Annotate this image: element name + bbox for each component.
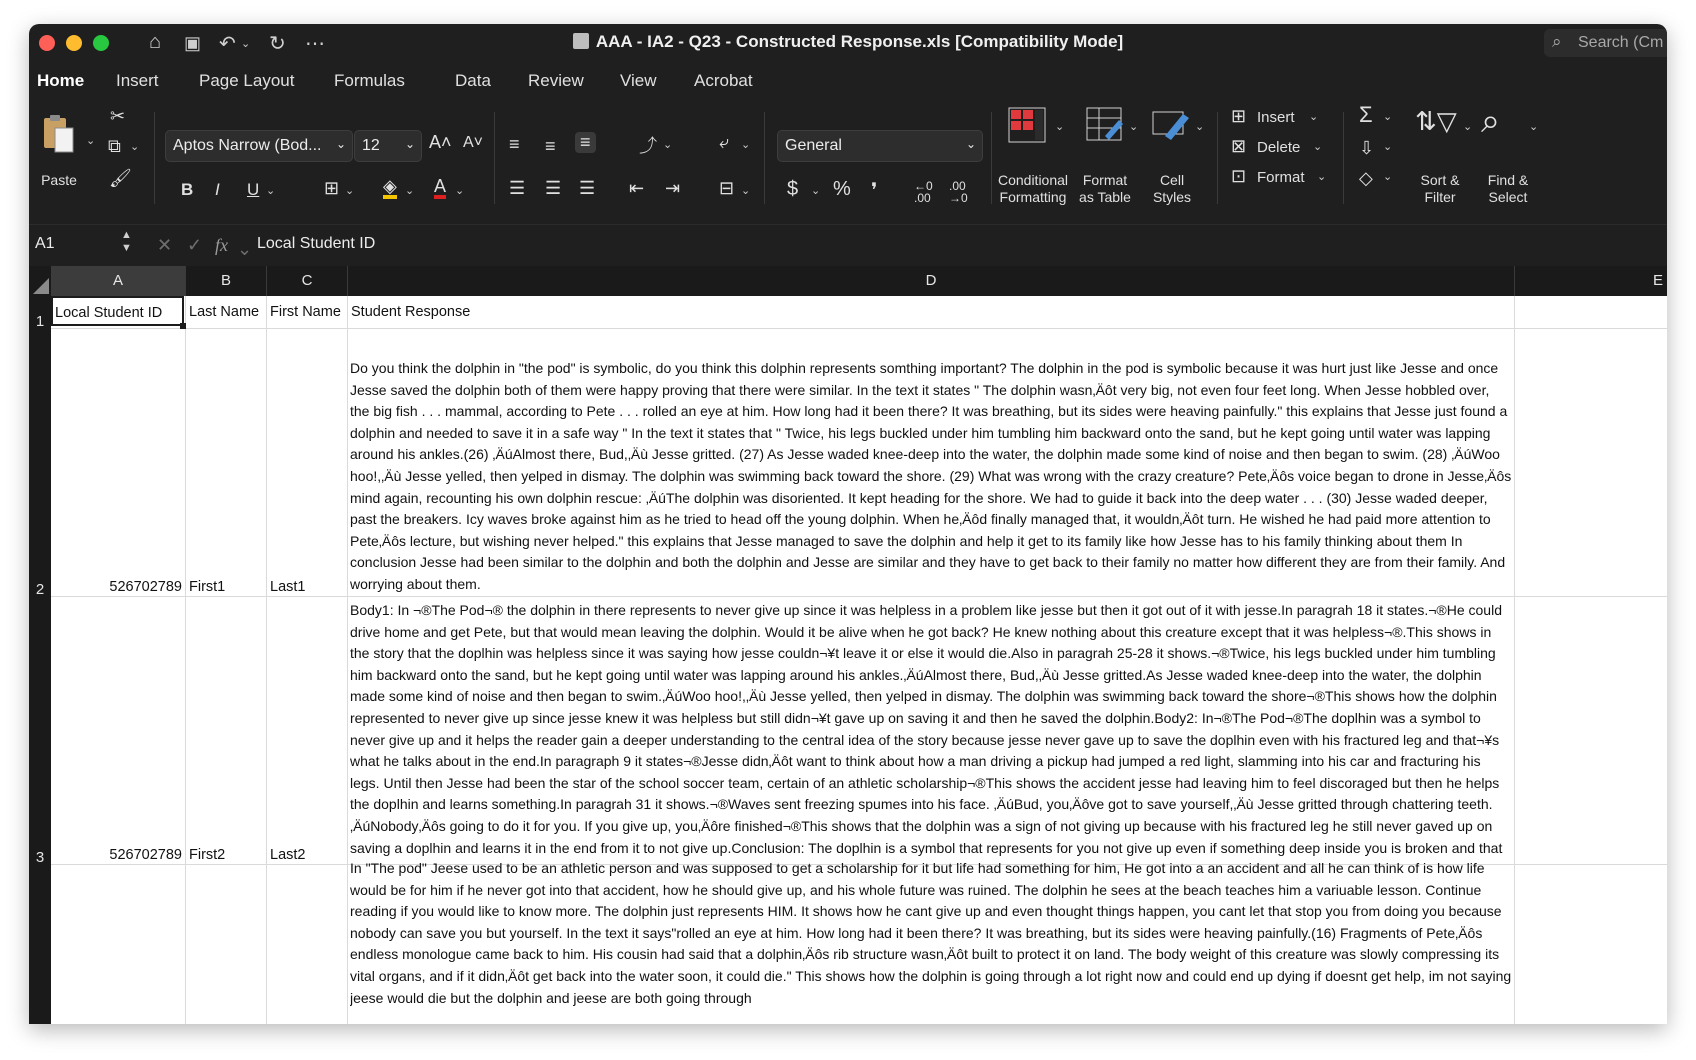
undo-icon[interactable]: ↶ (219, 33, 236, 55)
select-all-corner[interactable] (29, 266, 51, 296)
format-as-table-label-line2: as Table (1079, 189, 1131, 205)
increase-font-size-icon[interactable]: A˄ (429, 132, 452, 152)
align-center-icon[interactable]: ☰ (545, 178, 562, 198)
gridline (266, 296, 267, 1024)
name-box[interactable]: A1 (35, 235, 55, 252)
cell-c2[interactable]: Last1 (270, 579, 306, 595)
gridline (1514, 296, 1515, 1024)
cell-styles-label-line1: Cell (1159, 172, 1185, 188)
tab-view[interactable]: View (620, 71, 657, 90)
ribbon-separator (154, 112, 155, 204)
find-select-icon[interactable]: ⌕ (1481, 102, 1501, 140)
name-box-stepper-icon[interactable]: ▲ ▼ (121, 229, 132, 254)
insert-cells-button[interactable]: Insert (1257, 109, 1295, 126)
fill-icon[interactable]: ⇩ (1359, 138, 1375, 158)
percent-format-button[interactable]: % (833, 178, 851, 200)
font-name-value: Aptos Narrow (Bod... (173, 137, 322, 154)
cell-b2[interactable]: First1 (189, 579, 226, 595)
cell-b3[interactable]: First2 (189, 847, 226, 863)
chevron-down-icon[interactable]: ⌄ (1317, 171, 1327, 183)
tab-review[interactable]: Review (528, 71, 584, 90)
cell-d4[interactable]: In "The pod" Jeese used to be an athletic person and was supposed to get a scholarship for it but life had something for him, He got into a an accident and all he can think of is how life would be for him if he never got into that accident, how he should give up, and his whole future was ruined. The dolphin he sees at the beach teaches him a variuable lesson. Continue reading if you would like to know more. The dolphin just represents HIM. It shows how he cant give up and even thought things happen, you cant let that stop you from doing you because nobody can save you but yourself. In the text it says"rolled an eye at him. How long had it been there? It was breathing, but its sides were heaving painfully.(16) Fragments of Pete‚Äôs endless monologue came back to him. His cousin had said that a dolphin‚Äôs rib structure wasn‚Äôt built to protect it on land. The body weight of this creature was slowly compressing its vital organs, and if it didn‚Äôt get back into the water soon, it could die." This shows how the dolphin is going through a lot right now and could end up dying if doesnt get help, im not saying jeese would die but the dolphin and jeese are both going through (350, 860, 1512, 1006)
enter-icon[interactable]: ✓ (187, 235, 203, 255)
gridline (347, 296, 348, 1024)
row-header-1[interactable]: 1 (35, 313, 45, 330)
font-size-value: 12 (362, 137, 380, 154)
copy-icon[interactable]: ⧉ (108, 136, 121, 156)
chevron-down-icon[interactable]: ⌄ (1383, 141, 1393, 153)
chevron-down-icon[interactable]: ⌄ (1313, 141, 1323, 153)
row-headers (29, 296, 51, 1024)
find-select-label-line1: Find & (1487, 172, 1529, 188)
paste-label: Paste (41, 172, 77, 188)
align-middle-icon[interactable]: ≡ (545, 136, 556, 156)
cell-c1[interactable]: First Name (270, 304, 341, 320)
fill-color-icon[interactable]: ◈ (383, 177, 397, 199)
gridline (51, 596, 1667, 597)
underline-chevron-down-icon[interactable]: ⌄ (266, 185, 276, 197)
comma-format-button[interactable]: ❜ (871, 180, 878, 202)
tab-insert[interactable]: Insert (116, 71, 159, 90)
copy-chevron-down-icon[interactable]: ⌄ (130, 141, 140, 153)
cell-c3[interactable]: Last2 (270, 847, 306, 863)
autosum-icon[interactable]: Σ (1359, 102, 1373, 127)
column-headers (29, 266, 1667, 296)
row-header-3[interactable]: 3 (35, 849, 45, 866)
conditional-formatting-label-line2: Formatting (999, 189, 1067, 205)
currency-format-button[interactable]: $ (787, 178, 799, 200)
number-format-dropdown[interactable] (777, 130, 983, 162)
cell-styles-label-line2: Styles (1152, 189, 1192, 205)
gridline (51, 328, 1667, 329)
chevron-down-icon: ⌄ (404, 137, 415, 151)
home-icon[interactable]: ⌂ (149, 31, 162, 53)
cell-styles-button[interactable] (1151, 106, 1191, 144)
merge-chevron-down-icon[interactable]: ⌄ (741, 185, 751, 197)
cell-styles-label (1141, 172, 1203, 206)
sort-filter-label-line1: Sort & (1420, 172, 1460, 188)
cell-a3[interactable]: 526702789 (109, 847, 182, 863)
chevron-down-icon[interactable]: ⌄ (1529, 121, 1539, 133)
row-header-2[interactable]: 2 (35, 581, 45, 598)
chevron-down-icon[interactable]: ⌄ (1383, 171, 1393, 183)
tab-acrobat[interactable]: Acrobat (694, 71, 753, 90)
chevron-down-icon[interactable]: ⌄ (237, 239, 253, 259)
decrease-indent-icon[interactable]: ⇤ (629, 178, 645, 198)
tab-data[interactable]: Data (455, 71, 491, 90)
tab-formulas[interactable]: Formulas (334, 71, 405, 90)
chevron-down-icon[interactable]: ⌄ (1309, 111, 1319, 123)
increase-decimal-icon[interactable]: ←0 .00 (914, 179, 933, 205)
cancel-icon[interactable]: ✕ (157, 235, 173, 255)
xls-file-icon (573, 33, 589, 49)
insert-function-icon[interactable]: fx (215, 235, 228, 255)
font-color-chevron-down-icon[interactable]: ⌄ (455, 185, 465, 197)
chevron-down-icon[interactable]: ⌄ (1055, 121, 1065, 133)
ribbon-separator (1343, 112, 1344, 204)
paste-icon (41, 112, 75, 154)
search-icon: ⌕ (1552, 32, 1562, 51)
column-header-d[interactable]: D (348, 266, 1515, 296)
chevron-down-icon: ⌄ (335, 137, 346, 151)
format-as-table-button[interactable] (1085, 106, 1125, 144)
format-as-table-label-line1: Format (1082, 172, 1128, 188)
fill-color-chevron-down-icon[interactable]: ⌄ (405, 185, 415, 197)
conditional-formatting-button[interactable] (1007, 106, 1047, 144)
column-header-b[interactable]: B (186, 266, 267, 296)
select-all-icon (29, 266, 51, 296)
ribbon-separator (764, 112, 765, 204)
cell-a1[interactable] (51, 296, 184, 326)
currency-chevron-down-icon[interactable]: ⌄ (811, 185, 821, 197)
find-select-label-line2: Select (1488, 189, 1528, 205)
decrease-decimal-icon[interactable]: .00 →0 (949, 179, 968, 205)
sort-filter-label-line2: Filter (1424, 189, 1456, 205)
tab-page-layout[interactable]: Page Layout (199, 71, 295, 90)
paste-chevron-down-icon[interactable]: ⌄ (86, 135, 96, 147)
conditional-formatting-icon (1007, 106, 1047, 144)
document-title (29, 32, 1667, 52)
column-header-a[interactable]: A (51, 266, 186, 296)
underline-button[interactable]: U (247, 180, 260, 199)
format-painter-icon[interactable]: 🖌 (109, 168, 132, 188)
font-name-dropdown[interactable] (165, 130, 353, 162)
cell-d2[interactable]: Do you think the dolphin in "the pod" is symbolic, do you think this dolphin represents somthing important? The dolphin in the pod is symbolic because it was hurt just like Jesse and once Jesse saved the dolphin both of them were happy proving that there were similar. In the text it states " The dolphin wasn‚Äôt very big, not even four feet long. When Jesse hobbled over, the big fish . . . mammal, according to Pete . . . rolled an eye at him. How long had it been there? It was breathing, but its sides were heaving painfully." this explains that Jesse just found a dolphin and needed to save it in a safe way " In the text it states that " Twice, his legs buckled under him tumbling him backward onto the sand, but he kept going until water was lapping around his ankles.(26) ‚ÄúAlmost there, Bud,‚Äù Jesse gritted. (27) As Jesse waded knee-deep into the water, the dolphin made some kind of noise and then began to swim. (28) ‚ÄúWoo hoo!,‚Äù Jesse yelled, then yelped in dismay. The dolphin was swimming back toward the shore. (29) What was wrong with the crazy creature? Pete‚Äôs voice began to drone in Jesse‚Äôs mind again, recounting his own dolphin rescue: ‚ÄúThe dolphin was disoriented. It kept heading for the shore. We had to guide it back into the deep water . . . (30) Jesse waded deeper, past the breakers. Icy waves broke against him as he tried to head off the young dolphin. When he‚Äôd finally managed that, it wouldn‚Äôt turn. He wished he had paid more attention to Pete‚Äôs lecture, but wishing never helped." this explains that Jesse managed to save the dolphin and help it get to its family like how Jesse has to his family thinking about them In conclusion Jesse had been similar to the dolphin and both the dolphin and Jesse are similar and they have to get back to their family no matter how different they are from their family. And worrying about them. (350, 360, 1512, 592)
undo-chevron-down-icon[interactable]: ⌄ (241, 38, 251, 50)
cell-d3[interactable]: Body1: In ¬®The Pod¬® the dolphin in there represents to never give up since it was helpless in a problem like jesse but then it got out of it with jesse.In paragrah 18 it states.¬®He could drive home and get Pete, but that would mean leaving the dolphin. Would it be alive when he got back? He knew nothing about this creature except that it was helpless¬®.This shows in the story that the doplhin was helpless since it was saying how jesse couldn¬¥t leave it or else it would die.Also in paragrah 25-28 it shows.¬®Twice, his legs buckled under him tumbling him backward onto the sand, but he kept going until water was lapping around his ankles.‚ÄúAlmost there, Bud,‚Äù Jesse gritted.As Jesse waded knee-deep into the water, the dolphin made some kind of noise and then began to swim.‚ÄúWoo hoo!,‚Äù Jesse yelled, then yelped in dismay. The dolphin was swimming back toward the shore¬®This shows how the dolphin represented to never give up since jesse knew it was helpless but still didn¬¥t gave up on saving it and then he saved the dolphin.Body2: In¬®The Pod¬®The doplhin was a symbol to never give up and it helps the reader gain a deeper understanding to the central idea of the story because jesse never gave up to save the doplhin even with his fractured leg and that¬¥s what he talks about in the end.In paragraph 9 it states¬®Jesse didn‚Äôt want to think about how a man driving a pickup had jumped a red light, slamming into his car and fracturing his legs. Until then Jesse had been the star of the school soccer team, certain of an athletic scholarship¬®This shows the accident jesse had leaving him to feel discoraged but then he helps the doplhin and learns something.In paragrah 31 it shows.¬®Waves sent freezing spumes into his face. ‚ÄúBud, you‚Äôve got to save yourself,‚Äù Jesse gritted through chattering teeth. ‚ÄúNobody‚Äôs going to do it for you. If you give up, you‚Äôre finished¬®This shows that the dolphin was a sign of not giving up because with his fractured leg he still never gaved up on saving a doplhin and learns it in the end from it to not give up.Conclusion: The doplhin is a symbol that represents for you not give up even if something deep inside you is broken and that (350, 602, 1503, 856)
wrap-text-chevron-down-icon[interactable]: ⌄ (741, 139, 751, 151)
chevron-down-icon[interactable]: ⌄ (1463, 121, 1473, 133)
sort-filter-label (1407, 172, 1473, 206)
ribbon-tabs (29, 62, 1667, 98)
paste-button[interactable] (41, 112, 75, 154)
format-as-table-icon (1085, 106, 1125, 144)
cell-d1[interactable]: Student Response (351, 304, 471, 320)
search-box[interactable] (1544, 29, 1667, 57)
borders-icon[interactable]: ⊞ (324, 178, 340, 198)
ribbon-separator (1217, 112, 1218, 204)
align-top-icon[interactable]: ≡ (509, 134, 520, 154)
format-cells-button[interactable]: Format (1257, 169, 1305, 186)
font-color-icon[interactable]: A (434, 177, 446, 199)
fill-handle[interactable] (180, 323, 186, 329)
increase-indent-icon[interactable]: ⇥ (665, 178, 681, 198)
search-placeholder: Search (Cm (1578, 34, 1664, 51)
document-title-text: AAA - IA2 - Q23 - Constructed Response.xls [Compatibility Mode] (595, 32, 1124, 51)
delete-cells-button[interactable]: Delete (1257, 139, 1301, 156)
save-icon[interactable]: ▣ (184, 33, 202, 53)
tab-home[interactable]: Home (37, 71, 85, 90)
merge-center-icon[interactable]: ⊟ (719, 178, 735, 198)
ribbon (29, 98, 1667, 224)
chevron-down-icon: ⌄ (965, 137, 976, 151)
title-bar (29, 24, 1667, 62)
cell-a1-text: Local Student ID (55, 305, 163, 321)
bold-button[interactable]: B (181, 180, 194, 199)
cell-a2[interactable]: 526702789 (109, 579, 182, 595)
format-cells-icon[interactable]: ⊡ (1231, 166, 1247, 186)
align-left-icon[interactable]: ☰ (509, 178, 526, 198)
orientation-icon[interactable]: ⤴ (639, 136, 657, 156)
orientation-chevron-down-icon[interactable]: ⌄ (663, 139, 673, 151)
insert-cells-icon[interactable]: ⊞ (1231, 106, 1247, 126)
borders-chevron-down-icon[interactable]: ⌄ (345, 185, 355, 197)
clear-icon[interactable]: ◇ (1359, 168, 1373, 188)
cell-b1[interactable]: Last Name (189, 304, 260, 320)
column-header-e[interactable]: E (1652, 272, 1663, 289)
italic-button[interactable]: I (215, 180, 220, 199)
conditional-formatting-label-line1: Conditional (997, 172, 1069, 188)
wrap-text-icon[interactable]: ⤶ (719, 132, 730, 152)
chevron-down-icon[interactable]: ⌄ (1195, 121, 1205, 133)
more-icon[interactable]: ⋯ (305, 33, 325, 55)
excel-window (29, 24, 1667, 1024)
redo-icon[interactable]: ↻ (269, 33, 286, 55)
formula-bar (29, 224, 1667, 267)
cell-styles-icon (1151, 106, 1191, 144)
delete-cells-icon[interactable]: ⊠ (1231, 136, 1247, 156)
chevron-down-icon[interactable]: ⌄ (1129, 121, 1139, 133)
sort-filter-icon[interactable]: ⇅▽ (1415, 106, 1457, 136)
decrease-font-size-icon[interactable]: A˅ (463, 134, 484, 151)
gridline (185, 296, 186, 1024)
align-bottom-icon[interactable]: ≡ (575, 132, 596, 153)
conditional-formatting-label (989, 172, 1077, 206)
find-select-label (1475, 172, 1541, 206)
font-size-dropdown[interactable] (354, 130, 422, 162)
format-as-table-label (1073, 172, 1137, 206)
column-header-c[interactable]: C (267, 266, 348, 296)
cut-icon[interactable]: ✂ (110, 106, 126, 126)
number-format-value: General (785, 137, 842, 154)
chevron-down-icon[interactable]: ⌄ (1383, 111, 1393, 123)
formula-value[interactable]: Local Student ID (257, 235, 376, 252)
align-right-icon[interactable]: ☰ (579, 178, 596, 198)
ribbon-separator (494, 112, 495, 204)
